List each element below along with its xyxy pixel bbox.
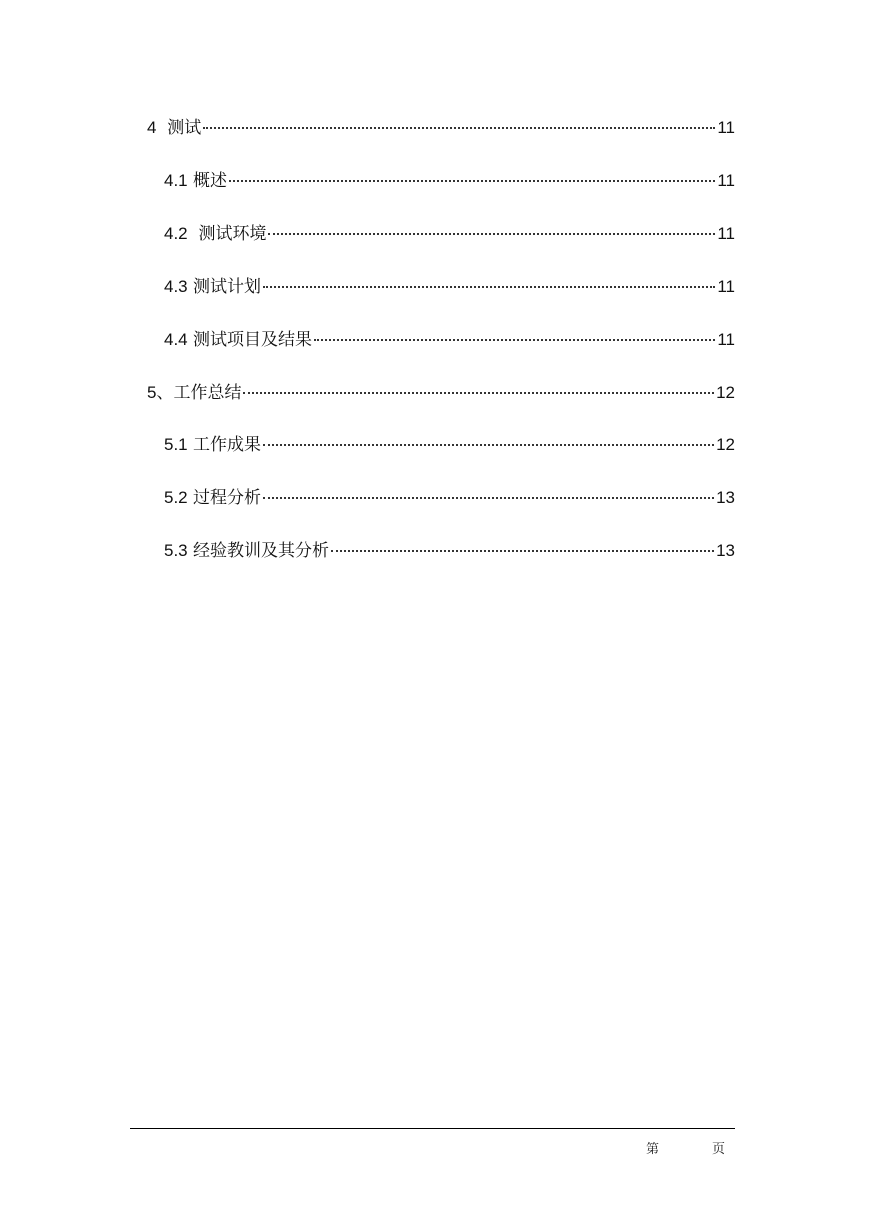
toc-entry-number: 4	[147, 118, 157, 137]
toc-entry-number: 4.3	[164, 277, 188, 296]
toc-dot-leader	[229, 180, 715, 182]
toc-entry-page: 12	[716, 435, 735, 454]
toc-entry-page: 12	[716, 383, 735, 402]
toc-dot-leader	[263, 444, 714, 446]
footer-page-prefix: 第	[646, 1142, 660, 1157]
toc-entry-number: 5.3	[164, 541, 188, 560]
toc-entry-4-4[interactable]	[164, 327, 735, 353]
toc-entry-title: 概述	[193, 171, 228, 191]
toc-entry-page: 11	[717, 330, 735, 349]
toc-entry-number: 5	[147, 383, 157, 402]
toc-entry-title: 工作成果	[193, 435, 262, 455]
toc-entry-page: 11	[717, 277, 735, 296]
toc-dot-leader	[263, 497, 714, 499]
footer-divider	[130, 1128, 735, 1129]
toc-dot-leader	[314, 339, 715, 341]
toc-entry-4-2[interactable]	[164, 221, 735, 247]
toc-entry-title: 经验教训及其分析	[193, 541, 330, 561]
toc-entry-page: 11	[717, 171, 735, 190]
toc-entry-page: 11	[717, 118, 735, 137]
toc-entry-page: 11	[717, 224, 735, 243]
toc-entry-title: 测试计划	[193, 277, 262, 297]
toc-entry-5-2[interactable]	[164, 485, 735, 511]
toc-entry-4-1[interactable]	[164, 168, 735, 194]
toc-entry-page: 13	[716, 488, 735, 507]
toc-entry-5-3[interactable]	[164, 538, 735, 564]
toc-entry-number: 4.2	[164, 224, 188, 243]
toc-dot-leader	[243, 392, 714, 394]
toc-entry-separator	[156, 115, 167, 141]
toc-entry-title: 工作总结	[173, 383, 242, 403]
toc-entry-page: 13	[716, 541, 735, 560]
toc-entry-title: 测试环境	[198, 224, 267, 244]
toc-entry-5[interactable]	[147, 380, 735, 406]
toc-dot-leader	[331, 550, 714, 552]
toc-dot-leader	[268, 233, 715, 235]
toc-entry-number: 4.1	[164, 171, 188, 190]
toc-entry-4[interactable]	[147, 115, 735, 141]
toc-entry-title: 测试	[167, 118, 202, 138]
toc-dot-leader	[263, 286, 715, 288]
toc-entry-number: 5.2	[164, 488, 188, 507]
toc-entry-5-1[interactable]	[164, 432, 735, 458]
toc-entry-number: 5.1	[164, 435, 188, 454]
toc-entry-title: 测试项目及结果	[193, 330, 313, 350]
toc-entry-title: 过程分析	[193, 488, 262, 508]
toc-entry-number: 4.4	[164, 330, 188, 349]
toc-dot-leader	[203, 127, 715, 129]
footer-page-suffix: 页	[712, 1142, 726, 1157]
toc-entry-4-3[interactable]	[164, 274, 735, 300]
toc-entry-separator	[188, 221, 199, 247]
toc-entry-separator: 、	[156, 383, 174, 403]
